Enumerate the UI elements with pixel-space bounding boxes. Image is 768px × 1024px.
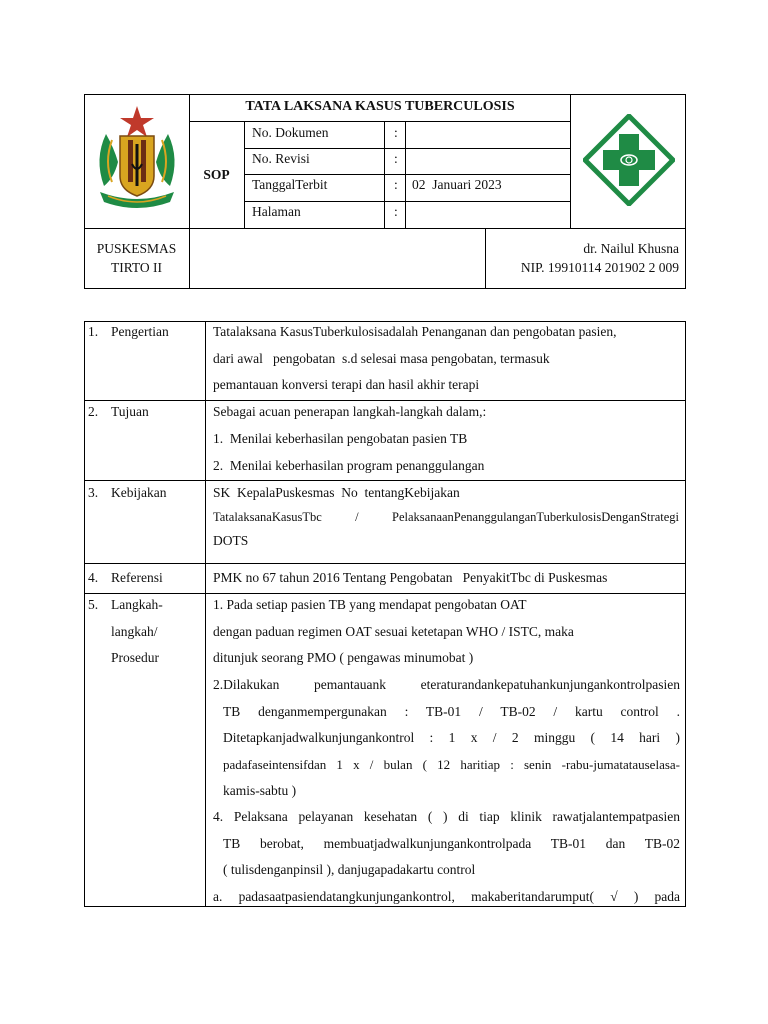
signer-name: dr. Nailul Khusna	[583, 241, 679, 256]
procedure-line: TB berobat, membuatjadwalkunjungankontrolpada TB-01 dan TB-02	[223, 836, 680, 851]
section-label-pengertian: Pengertian	[111, 324, 169, 339]
section-text-line: TatalaksanaKasusTbc / PelaksanaanPenanggulanganTuberkulosisDenganStrategi	[213, 510, 679, 524]
section-label-prosedur: Prosedur	[111, 650, 159, 665]
procedure-line: ( tulisdenganpinsil ), danjugapadakartu control	[223, 862, 476, 877]
procedure-line: kamis-sabtu )	[223, 783, 297, 798]
section-text-line: pemantauan konversi terapi dan hasil akhir terapi	[213, 377, 480, 392]
regency-emblem-logo	[92, 104, 182, 214]
section-label-referensi: Referensi	[111, 570, 163, 585]
field-sep-no-dokumen: :	[394, 125, 398, 140]
procedure-line: TB denganmempergunakan : TB-01 / TB-02 / kartu control .	[223, 704, 680, 719]
sop-label: SOP	[203, 167, 230, 182]
field-sep-no-revisi: :	[394, 151, 398, 166]
document-title: TATA LAKSANA KASUS TUBERCULOSIS	[245, 99, 515, 114]
procedure-line: padafaseintensifdan 1 x / bulan ( 12 haritiap : senin -rabu-jumatatauselasa-	[223, 757, 680, 772]
section-number-3: 3.	[88, 485, 99, 500]
section-label-langkah: Langkah-	[111, 597, 163, 612]
procedure-line: 4. Pelaksana pelayanan kesehatan ( ) di tiap klinik rawatjalantempatpasien	[213, 809, 680, 824]
field-sep-halaman: :	[394, 204, 398, 219]
signer-nip: NIP. 19910114 201902 2 009	[520, 260, 679, 275]
section-text-line: 1. Menilai keberhasilan pengobatan pasien TB	[213, 431, 468, 446]
section-text-line: SK KepalaPuskesmas No tentangKebijakan	[213, 485, 460, 500]
procedure-line: 1. Pada setiap pasien TB yang mendapat pengobatan OAT	[213, 597, 527, 612]
section-text-line: DOTS	[213, 533, 249, 548]
field-sep-tanggal-terbit: :	[394, 177, 398, 192]
section-text-line: PMK no 67 tahun 2016 Tentang Pengobatan PenyakitTbc di Puskesmas	[213, 570, 608, 585]
section-number-4: 4.	[88, 570, 99, 585]
puskesmas-logo	[583, 114, 675, 206]
section-number-5: 5.	[88, 597, 99, 612]
section-text-line: dari awal pengobatan s.d selesai masa pengobatan, termasuk	[213, 351, 550, 366]
field-label-tanggal-terbit: TanggalTerbit	[252, 177, 328, 192]
field-value-tanggal-terbit: 02 Januari 2023	[412, 177, 502, 192]
org-name-line2: TIRTO II	[110, 260, 163, 275]
field-label-no-revisi: No. Revisi	[252, 151, 310, 166]
field-label-no-dokumen: No. Dokumen	[252, 125, 329, 140]
field-label-halaman: Halaman	[252, 204, 301, 219]
section-number-2: 2.	[88, 404, 99, 419]
org-name-line1: PUSKESMAS	[96, 241, 177, 256]
section-label-kebijakan: Kebijakan	[111, 485, 167, 500]
section-number-1: 1.	[88, 324, 99, 339]
procedure-line: ditunjuk seorang PMO ( pengawas minumobat )	[213, 650, 474, 665]
procedure-line: 2.Dilakukan pemantauank eteraturandankepatuhankunjungankontrolpasien	[213, 677, 680, 692]
section-text-line: Tatalaksana KasusTuberkulosisadalah Penanganan dan pengobatan pasien,	[213, 324, 617, 339]
section-text-line: Sebagai acuan penerapan langkah-langkah dalam,:	[213, 404, 487, 419]
procedure-line: dengan paduan regimen OAT sesuai ketetapan WHO / ISTC, maka	[213, 624, 574, 639]
section-label-langkah: langkah/	[111, 624, 158, 639]
procedure-line: a. padasaatpasiendatangkunjungankontrol, makaberitandarumput( √ ) pada	[213, 889, 680, 904]
section-text-line: 2. Menilai keberhasilan program penanggulangan	[213, 458, 485, 473]
section-label-tujuan: Tujuan	[111, 404, 149, 419]
procedure-line: Ditetapkanjadwalkunjungankontrol : 1 x / 2 minggu ( 14 hari )	[223, 730, 680, 745]
